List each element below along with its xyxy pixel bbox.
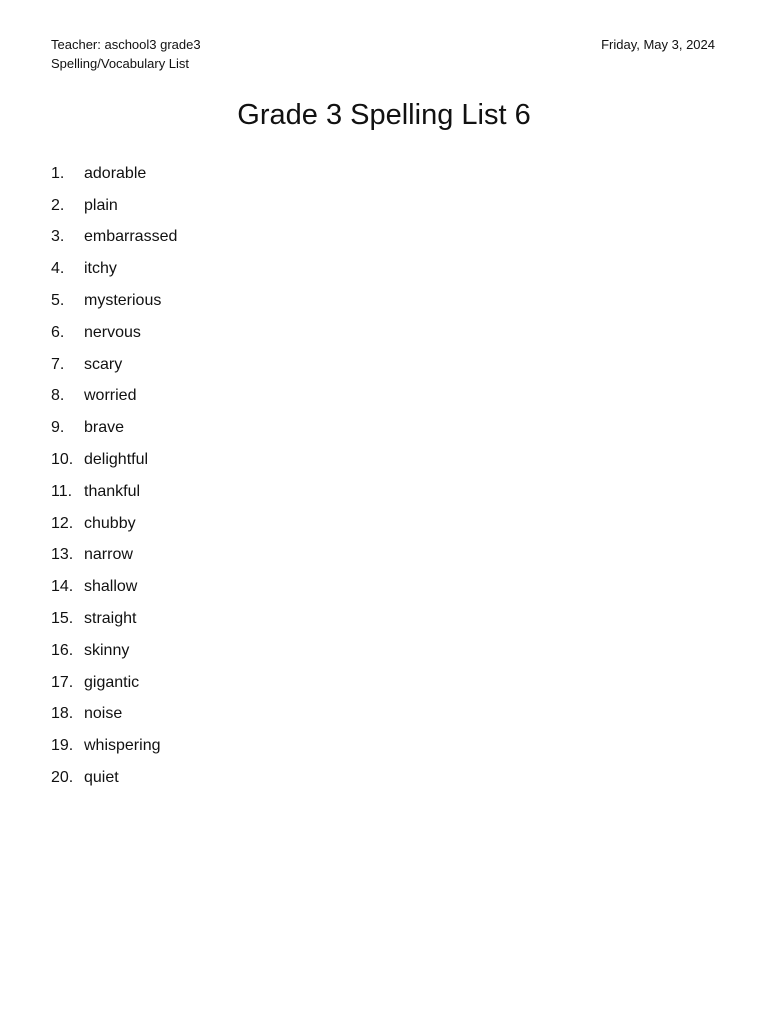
spelling-word: quiet [84,769,119,787]
spelling-word: noise [84,705,123,723]
page-title: Grade 3 Spelling List 6 [237,99,531,131]
item-number: 1. [51,164,65,182]
list-item [51,476,177,508]
item-number: 9. [51,419,65,437]
spelling-word: scary [84,355,123,373]
list-item [51,667,177,699]
spelling-word: itchy [84,260,117,278]
list-item [51,412,177,444]
spelling-word: shallow [84,578,138,596]
item-number: 19. [51,737,74,755]
spelling-word: whispering [84,737,161,755]
spelling-word: straight [84,610,137,628]
list-item [51,508,177,540]
item-number: 2. [51,196,65,214]
list-item [51,285,177,317]
spelling-word-list [51,158,177,794]
list-item [51,635,177,667]
spelling-word: chubby [84,514,136,532]
item-number: 5. [51,292,65,310]
item-number: 3. [51,228,65,246]
item-number: 6. [51,323,65,341]
item-number: 20. [51,769,74,787]
list-item [51,381,177,413]
list-item [51,444,177,476]
item-number: 10. [51,451,74,469]
spelling-word: embarrassed [84,228,178,246]
spelling-word: delightful [84,451,149,469]
spelling-word: thankful [84,482,141,500]
spelling-word: adorable [84,164,147,182]
header-left [51,35,201,73]
item-number: 11. [51,482,73,500]
spelling-word: plain [84,196,118,214]
item-number: 8. [51,387,65,405]
item-number: 14. [51,578,74,596]
list-item [51,699,177,731]
spelling-word: skinny [84,641,130,659]
list-item [51,540,177,572]
list-type-line: Spelling/Vocabulary List [51,56,190,71]
item-number: 15. [51,610,74,628]
item-number: 7. [51,355,65,373]
spelling-word: nervous [84,323,141,341]
list-item [51,603,177,635]
list-item [51,317,177,349]
item-number: 4. [51,260,65,278]
list-item [51,190,177,222]
item-number: 17. [51,673,74,691]
list-item [51,762,177,794]
spelling-word: narrow [84,546,133,564]
item-number: 13. [51,546,74,564]
spelling-word: gigantic [84,673,140,691]
list-item [51,158,177,190]
list-item [51,730,177,762]
list-item [51,349,177,381]
spelling-word: worried [84,387,137,405]
list-item [51,253,177,285]
item-number: 16. [51,641,74,659]
item-number: 12. [51,514,74,532]
teacher-line: Teacher: aschool3 grade3 [51,37,201,52]
spelling-word: brave [84,419,125,437]
header-date: Friday, May 3, 2024 [601,37,715,52]
spelling-word: mysterious [84,292,162,310]
list-item [51,571,177,603]
list-item [51,222,177,254]
item-number: 18. [51,705,74,723]
